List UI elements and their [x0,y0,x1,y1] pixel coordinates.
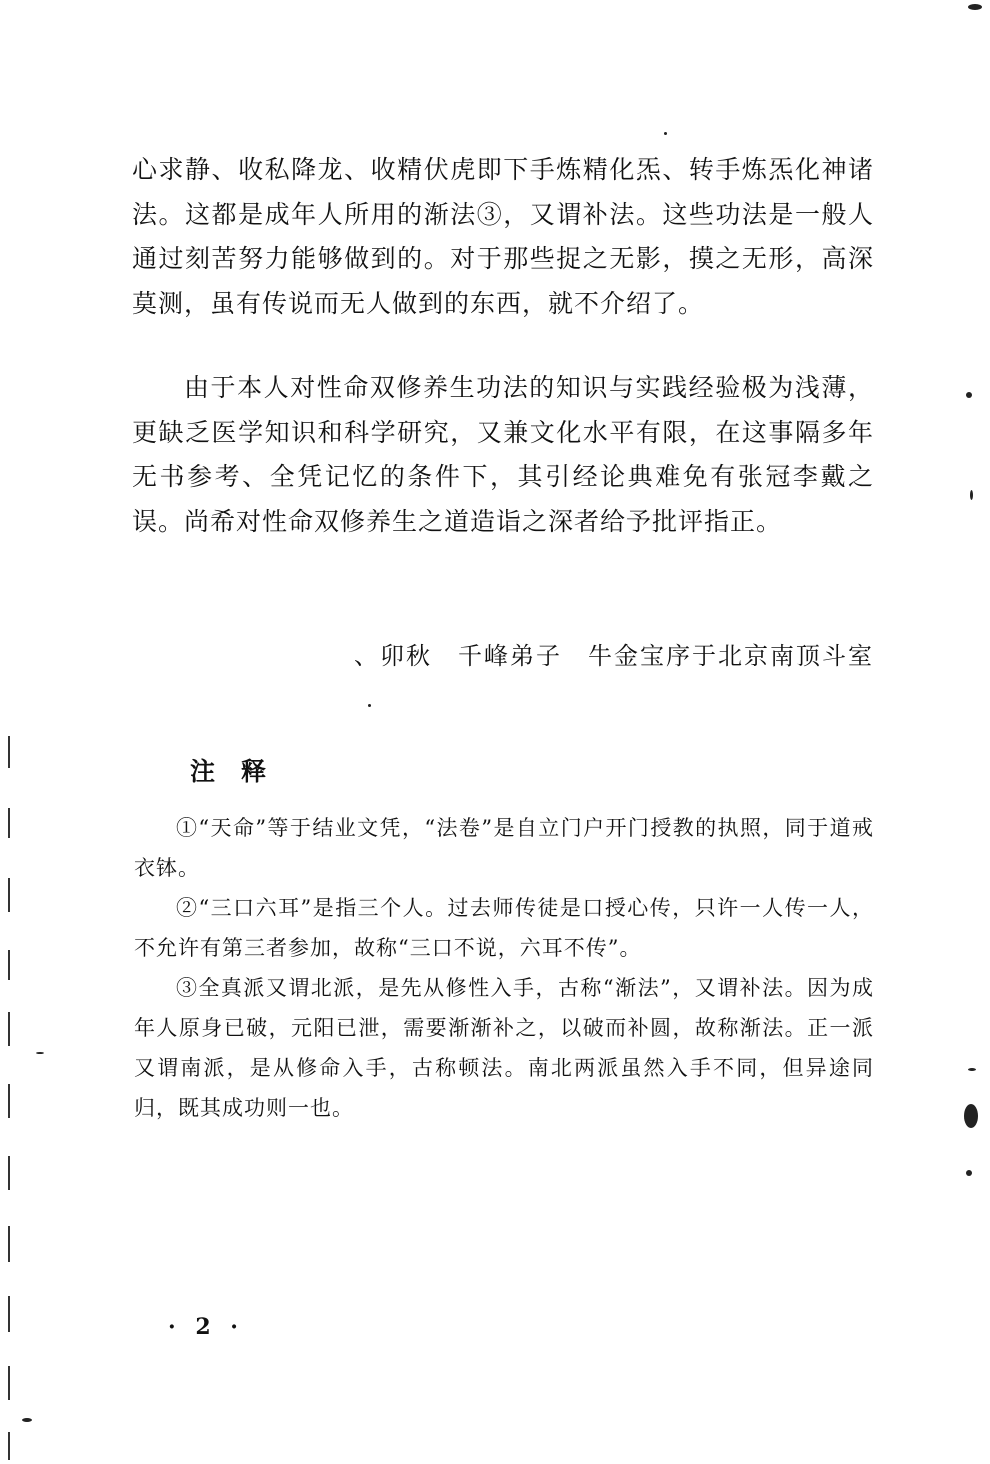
scan-speck-7 [664,132,667,135]
body-paragraph-1: 心求静、收私降龙、收精伏虎即下手炼精化炁、转手炼炁化神诸法。这都是成年人所用的渐法③，又谓补法。这些功法是一般人通过刻苦努力能够做到的。对于那些捉之无影，摸之无形，高深莫测，虽有传说而无人做到的东西，就不介绍了。 [132,155,874,318]
scan-edge-mark-4 [8,950,10,980]
scan-speck-10 [22,1418,32,1422]
scan-edge-mark-7 [8,1156,10,1190]
scan-speck-3 [970,490,973,500]
body-paragraph-2: 由于本人对性命双修养生功法的知识与实践经验极为浅薄，更缺乏医学知识和科学研究，又兼文化水平有限，在这事隔多年无书参考、全凭记忆的条件下，其引经论典难免有张冠李戴之误。尚希对性命双修养生之道造诣之深者给予批评指正。 [132,373,874,536]
scan-edge-mark-9 [8,1296,10,1332]
scan-edge-mark-10 [8,1366,10,1400]
scan-speck-9 [36,1052,44,1054]
note-1: ①“天命”等于结业文凭，“法卷”是自立门户开门授教的执照，同于道戒衣钵。 [134,816,874,880]
scan-speck-8 [368,704,371,707]
scan-edge-mark-11 [8,1432,10,1460]
page-number: · 2 · [168,1314,244,1340]
notes-heading: 注释 [190,757,293,786]
scan-speck-1 [968,4,982,10]
scan-edge-mark-8 [8,1226,10,1262]
scan-speck-4 [968,1068,976,1071]
note-2: ②“三口六耳”是指三个人。过去师传徒是口授心传，只许一人传一人，不允许有第三者参加，故称“三口不说，六耳不传”。 [134,896,874,960]
scan-edge-mark-5 [8,1012,10,1046]
scan-edge-mark-3 [8,878,10,912]
scan-edge-mark-1 [8,736,10,768]
scan-speck-6 [966,1170,972,1176]
scan-edge-mark-6 [8,1084,10,1118]
scan-speck-5 [964,1104,978,1128]
note-3: ③全真派又谓北派，是先从修性入手，古称“渐法”，又谓补法。因为成年人原身已破，元阳已泄，需要渐渐补之，以破而补圆，故称渐法。正一派又谓南派，是从修命入手，古称顿法。南北两派虽然入手不同，但异途同归，既其成功则一也。 [134,976,874,1120]
scan-edge-mark-2 [8,808,10,838]
preface-signature: 、卯秋 千峰弟子 牛金宝序于北京南顶斗室 [354,642,874,670]
scan-speck-2 [966,392,972,398]
